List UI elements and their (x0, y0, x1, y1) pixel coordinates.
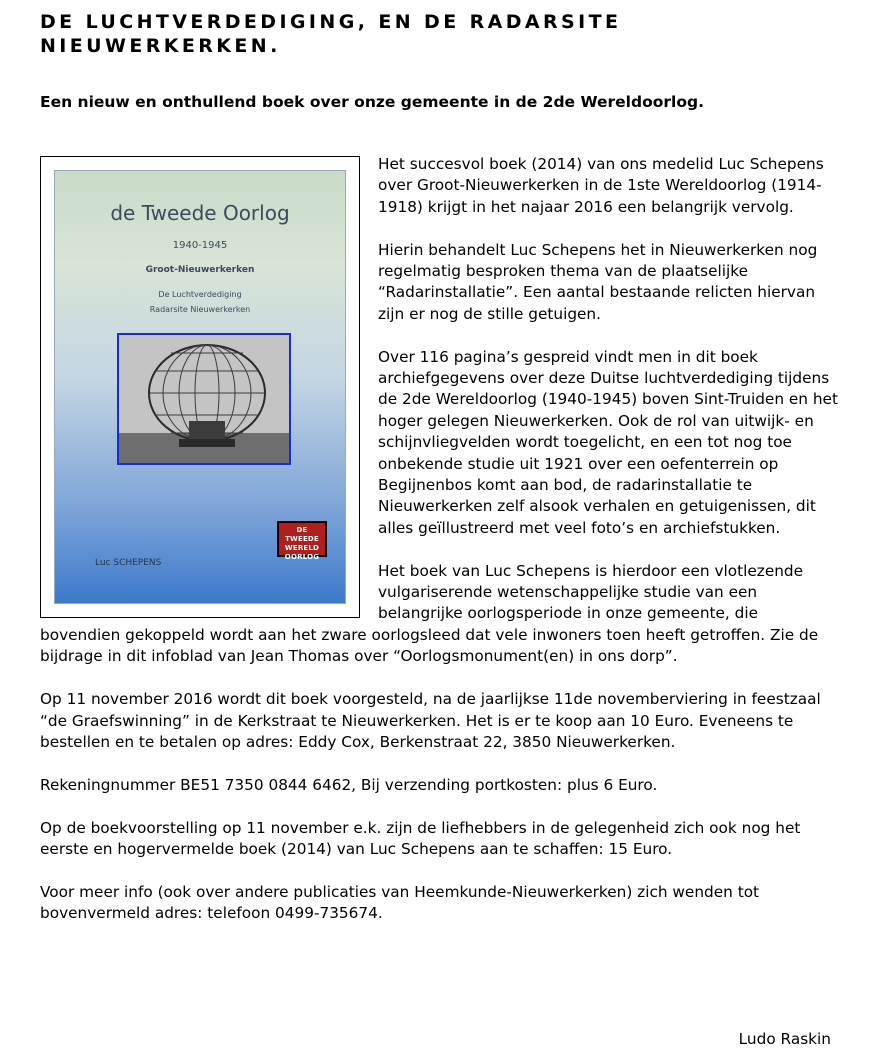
cover-subtitle-1: De Luchtverdediging (158, 290, 242, 299)
book-cover-frame (40, 156, 360, 618)
radar-dish-icon (119, 335, 289, 463)
paragraph: Hierin behandelt Luc Schepens het in Nieuwerkerken nog regelmatig besproken thema van de plaatselijke “Radarinstallatie”. Een aantal bestaande relicten hiervan zijn er nog de stille getuigen. (378, 240, 818, 323)
article-body (40, 154, 840, 946)
paragraph: Over 116 pagina’s gespreid vindt men in dit boek archiefgegevens over deze Duitse luchtverdediging tijdens de 2de Wereldoorlog (1940-1945) boven Sint-Truiden en het hoger gelegen Nieuwerkerken. Ook de rol van uitwijk- en schijnvliegvelden wordt toegelicht, en een tot nog toe onbekende studie uit 1921 over een oefenterrein op Begijnenbos komt aan bod, de radarinstallatie te Nieuwerkerken zelf alsook verhalen en getuigenissen, dit alles geïllustreerd met veel foto’s en archiefstukken. (378, 347, 838, 537)
cover-subtitle-2: Radarsite Nieuwerkerken (149, 305, 251, 314)
page-title: DE LUCHTVERDEDIGING, EN DE RADARSITE NIEUWERKERKEN. (40, 11, 622, 57)
cover-badge-line: WERELD (284, 544, 320, 552)
cover-author: Luc SCHEPENS (95, 558, 162, 568)
paragraph: Rekeningnummer BE51 7350 0844 6462, Bij verzending portkosten: plus 6 Euro. (40, 775, 658, 794)
cover-badge (277, 521, 327, 561)
paragraph: Het boek van Luc Schepens is hierdoor een vlotlezende vulgariserende wetenschappelijke studie van een belangrijke oorlogsperiode in onze gemeente, die bovendien gekoppeld wordt aan het zware oorlogsleed dat vele inwoners toen heeft getroffen. Zie de bijdrage in dit infoblad van Jean Thomas over “Oorlogsmonument(en) in ons dorp”. (40, 561, 819, 666)
paragraph: Het succesvol boek (2014) van ons medelid Luc Schepens over Groot-Nieuwerkerken in de 1ste Wereldoorlog (1914-1918) krijgt in het najaar 2016 een belangrijk vervolg. (378, 155, 824, 216)
author-signature: Ludo Raskin (738, 1030, 831, 1048)
page-subtitle: Een nieuw en onthullend boek over onze gemeente in de 2de Wereldoorlog. (40, 93, 704, 111)
book-cover (54, 170, 346, 604)
paragraph: Op de boekvoorstelling op 11 november e.k. zijn de liefhebbers in de gelegenheid zich ook nog het eerste en hogervermelde boek (2014) van Luc Schepens aan te schaffen: 15 Euro. (40, 818, 801, 858)
cover-badge-line: DE TWEEDE (285, 526, 319, 543)
paragraph: Op 11 november 2016 wordt dit boek voorgesteld, na de jaarlijkse 11de novemberviering in feestzaal “de Graefswinning” in de Kerkstraat te Nieuwerkerken. Het is er te koop aan 10 Euro. Eveneens te bestellen en te betalen op adres: Eddy Cox, Berkenstraat 22, 3850 Nieuwerkerken. (40, 690, 821, 751)
cover-title: de Tweede Oorlog (110, 201, 290, 225)
radar-photo (117, 333, 291, 465)
paragraph: Voor meer info (ook over andere publicaties van Heemkunde-Nieuwerkerken) zich wenden tot bovenvermeld adres: telefoon 0499-735674. (40, 882, 760, 923)
cover-badge-line: OORLOG (284, 553, 320, 561)
cover-place: Groot-Nieuwerkerken (145, 265, 255, 275)
cover-years: 1940-1945 (172, 240, 228, 251)
